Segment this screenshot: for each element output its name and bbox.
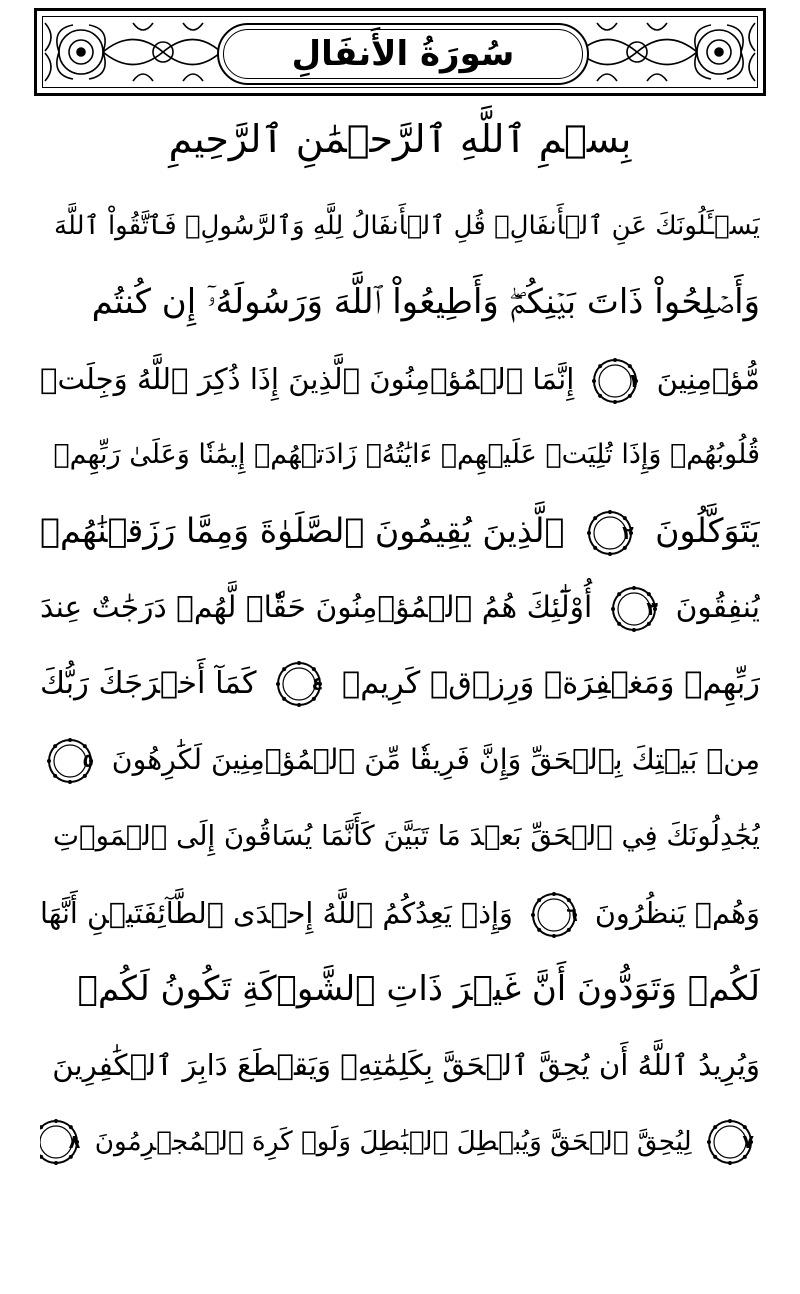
verse-line bbox=[40, 493, 760, 569]
ayah-number-marker bbox=[591, 357, 639, 405]
ayah-number-marker bbox=[530, 891, 578, 939]
ayah-number: ٢ bbox=[622, 521, 634, 544]
ayah-number: ٣ bbox=[646, 597, 658, 620]
ayah-number: ٥ bbox=[82, 750, 94, 773]
ayah-number-marker bbox=[586, 509, 634, 557]
arabesque-ornament-right bbox=[575, 17, 757, 87]
verse-text: لِيُحِقَّ ٱلۡحَقَّ وَيُبۡطِلَ ٱلۡبَٰطِلَ وَلَوۡ كَرِهَ ٱلۡمُجۡرِمُونَ bbox=[94, 1126, 692, 1157]
verse-text: إِنَّمَا ٱلۡمُؤۡمِنُونَ ٱلَّذِينَ إِذَا ذُكِرَ ٱللَّهُ وَجِلَتۡ bbox=[40, 361, 575, 396]
verse-text: وَهُمۡ يَنظُرُونَ bbox=[594, 895, 760, 930]
ayah-number: ٨ bbox=[68, 1131, 81, 1154]
verse-text: لَكُمۡ وَتَوَدُّونَ أَنَّ غَيۡرَ ذَاتِ ٱلشَّوۡكَةِ تَكُونُ لَكُمۡ bbox=[77, 968, 760, 1009]
ayah-number-marker bbox=[40, 1118, 80, 1166]
ayah-number-marker bbox=[46, 737, 94, 785]
verse-line bbox=[40, 341, 760, 417]
verse-line bbox=[40, 188, 760, 264]
surah-title: سُورَةُ الأَنفَالِ bbox=[291, 34, 515, 74]
verse-line bbox=[40, 1027, 760, 1103]
verse-text: كَمَآ أَخۡرَجَكَ رَبُّكَ bbox=[40, 665, 257, 701]
verse-lines bbox=[40, 188, 760, 1180]
ayah-number-marker bbox=[610, 585, 658, 633]
ayah-number: ٦ bbox=[566, 903, 578, 926]
surah-header-frame bbox=[34, 8, 766, 96]
verse-line bbox=[40, 417, 760, 493]
verse-text: مِنۢ بَيۡتِكَ بِٱلۡحَقِّ وَإِنَّ فَرِيقٗا مِّنَ ٱلۡمُؤۡمِنِينَ لَكَٰرِهُونَ bbox=[111, 743, 760, 777]
ayah-number-marker bbox=[275, 660, 323, 708]
verse-text: يُنفِقُونَ bbox=[675, 589, 760, 625]
verse-text: وَإِذۡ يَعِدُكُمُ ٱللَّهُ إِحۡدَى ٱلطَّآئِفَتَيۡنِ أَنَّهَا bbox=[40, 895, 513, 930]
verse-text: يَتَوَكَّلُونَ bbox=[655, 511, 760, 551]
verse-text: يَسۡـَٔلُونَكَ عَنِ ٱلۡأَنفَالِۖ قُلِ ٱلۡأَنفَالُ لِلَّهِ وَٱلرَّسُولِۖ فَٱتَّقُواْ ٱللَّهَ bbox=[54, 211, 760, 241]
verse-text: ٱلَّذِينَ يُقِيمُونَ ٱلصَّلَوٰةَ وَمِمَّا رَزَقۡنَٰهُمۡ bbox=[40, 511, 565, 551]
ayah-number: ١ bbox=[627, 369, 640, 392]
verse-line bbox=[40, 646, 760, 722]
surah-header-inner-border bbox=[42, 16, 758, 88]
ayah-number: ٤ bbox=[311, 673, 324, 696]
verse-text: مُّؤۡمِنِينَ bbox=[656, 361, 760, 396]
verse-line bbox=[40, 875, 760, 951]
verse-line bbox=[40, 722, 760, 798]
arabesque-ornament-left bbox=[43, 17, 225, 87]
verse-line bbox=[40, 1104, 760, 1180]
ayah-number: ٧ bbox=[742, 1131, 754, 1154]
verse-text: وَيُرِيدُ ٱللَّهُ أَن يُحِقَّ ٱلۡحَقَّ بِكَلِمَٰتِهِۦ وَيَقۡطَعَ دَابِرَ ٱلۡكَٰفِرِينَ bbox=[52, 1048, 760, 1083]
verse-text: رَبِّهِمۡ وَمَغۡفِرَةٞ وَرِزۡقٞ كَرِيمٞ bbox=[341, 665, 760, 701]
verse-text: قُلُوبُهُمۡ وَإِذَا تُلِيَتۡ عَلَيۡهِمۡ ءَايَٰتُهُۥ زَادَتۡهُمۡ إِيمَٰنٗا وَعَلَىٰ رَبِّهِمۡ bbox=[53, 438, 760, 470]
verse-text: أُوْلَٰٓئِكَ هُمُ ٱلۡمُؤۡمِنُونَ حَقّٗاۚ لَّهُمۡ دَرَجَٰتٌ عِندَ bbox=[40, 589, 593, 625]
verse-line bbox=[40, 951, 760, 1027]
surah-name-cartouche bbox=[217, 23, 589, 85]
verse-text: يُجَٰدِلُونَكَ فِي ٱلۡحَقِّ بَعۡدَ مَا تَبَيَّنَ كَأَنَّمَا يُسَاقُونَ إِلَى ٱلۡمَوۡتِ bbox=[53, 819, 760, 853]
verse-line bbox=[40, 264, 760, 340]
verse-line bbox=[40, 569, 760, 645]
ayah-number-marker bbox=[706, 1118, 754, 1166]
verse-line bbox=[40, 798, 760, 874]
verse-text: وَأَصۡلِحُواْ ذَاتَ بَيۡنِكُمۡۖ وَأَطِيعُواْ ٱللَّهَ وَرَسُولَهُۥٓ إِن كُنتُم bbox=[91, 282, 760, 323]
basmala: بِسۡمِ ٱللَّهِ ٱلرَّحۡمَٰنِ ٱلرَّحِيمِ bbox=[168, 117, 632, 161]
